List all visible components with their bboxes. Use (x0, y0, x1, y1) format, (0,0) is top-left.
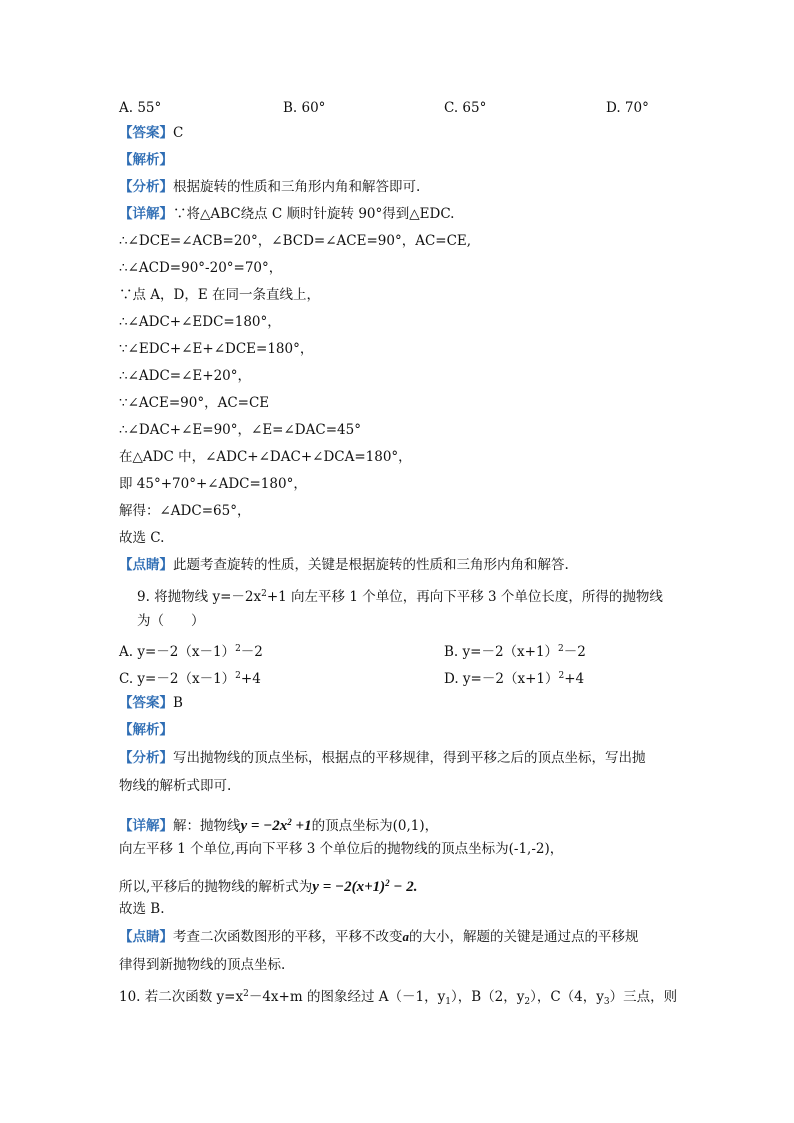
q9-dianjing-line-1 (119, 928, 639, 946)
q10-stem-sub3: 3 (603, 997, 610, 1007)
q10-stem-d: ），C（4，y (530, 989, 604, 1005)
dianjing-text: 此题考查旋转的性质，关键是根据旋转的性质和三角形内角和解答. (173, 557, 569, 573)
vertex-formula-sup: 2 (287, 817, 292, 827)
q10-stem-sub1: 1 (445, 997, 451, 1007)
q10-stem-sup: 2 (243, 989, 249, 999)
result-formula-sup: 2 (385, 878, 390, 888)
q8-detail-line-2: ∴∠ACD=90°-20°=70°， (119, 260, 283, 276)
vertex-formula-a: y = −2x (240, 818, 288, 834)
q10-stem-a: 10. 若二次函数 y=x (119, 989, 244, 1005)
q8-detail-line-10: 即 45°+70°+∠ADC=180°， (119, 476, 307, 492)
q10-stem (119, 985, 677, 1011)
dianjing-text-a: 考查二次函数图形的平移，平移不改变 (173, 929, 403, 945)
q9-option-c-tail: +4 (240, 671, 261, 687)
answer-tag: 【答案】 (119, 125, 173, 141)
fenxi-text: 写出抛物线的顶点坐标，根据点的平移规律，得到平移之后的顶点坐标，写出抛 (173, 750, 646, 766)
q8-detail-line-8: ∴∠DAC+∠E=90°，∠E=∠DAC=45° (119, 422, 361, 438)
vertex-formula-b: +1 (291, 818, 312, 834)
detail-text-a: 解：抛物线 (173, 818, 241, 834)
q9-analysis-heading (119, 721, 173, 739)
answer-tag: 【答案】 (119, 695, 173, 711)
q9-stem-a: 9. 将抛物线 y=－2x (137, 589, 262, 605)
q9-detail-line-1 (119, 813, 438, 835)
q9-option-c-sup: 2 (235, 671, 241, 681)
q8-fenxi (119, 178, 420, 196)
q9-detail-line-2: 向左平移 1 个单位,再向下平移 3 个单位后的抛物线的顶点坐标为(-1,-2)， (119, 841, 564, 857)
fenxi-text: 根据旋转的性质和三角形内角和解答即可. (173, 179, 421, 195)
q9-option-d (444, 667, 584, 688)
detail-text-a: 所以,平移后的抛物线的解析式为 (119, 879, 313, 895)
variable-a: a (402, 929, 409, 944)
q9-option-d-tail: +4 (564, 671, 585, 687)
q9-detail-line-4: 故选 B. (119, 901, 165, 917)
q9-option-c-text: C. y=－2（x－1） (119, 671, 236, 687)
result-formula-b: − 2. (389, 879, 418, 895)
q9-option-a-sup: 2 (235, 644, 241, 654)
q9-option-a-text: A. y=－2（x－1） (119, 644, 236, 660)
q8-dianjing (119, 556, 569, 574)
detail-text-b: 的顶点坐标为(0,1)， (311, 818, 439, 834)
q8-detail-line-11: 解得：∠ADC=65°， (119, 503, 251, 519)
q8-detail-line-7: ∵∠ACE=90°，AC=CE (119, 395, 270, 411)
q8-detail-line-1: ∴∠DCE=∠ACB=20°，∠BCD=∠ACE=90°，AC=CE, (119, 233, 472, 249)
q10-stem-sub2: 2 (524, 997, 531, 1007)
q9-option-a (119, 640, 263, 661)
answer-value: C (173, 125, 184, 141)
q8-option-d: D. 70° (606, 100, 649, 116)
q8-detail-line-0 (119, 205, 454, 223)
q10-stem-c: ），B（2，y (450, 989, 525, 1005)
q9-fenxi-line-2: 物线的解析式即可. (119, 778, 232, 794)
q9-fenxi-line-1 (119, 749, 646, 767)
analysis-tag: 【解析】 (119, 152, 173, 168)
q8-detail-line-6: ∴∠ADC=∠E+20°， (119, 368, 252, 384)
q8-detail-line-9: 在△ADC 中，∠ADC+∠DAC+∠DCA=180°， (119, 449, 412, 465)
q8-option-a: A. 55° (119, 100, 162, 116)
q8-answer (119, 124, 183, 142)
fenxi-tag: 【分析】 (119, 179, 173, 195)
detail-tag: 【详解】 (119, 206, 173, 222)
q10-stem-e: ）三点，则 (609, 989, 678, 1005)
q9-dianjing-line-2: 律得到新抛物线的顶点坐标. (119, 957, 286, 973)
q9-stem-b: +1 向左平移 1 个单位，再向下平移 3 个单位长度，所得的抛物线 (266, 589, 663, 605)
dianjing-tag: 【点睛】 (119, 929, 173, 945)
q8-detail-line-3: ∵点 A，D，E 在同一条直线上， (119, 287, 321, 303)
q8-detail-line-5: ∵∠EDC+∠E+∠DCE=180°， (119, 341, 314, 357)
q10-stem-b: －4x+m 的图象经过 A（－1，y (248, 989, 446, 1005)
detail-text: ∵将△ABC绕点 C 顺时针旋转 90°得到△EDC. (173, 206, 455, 222)
q9-option-d-sup: 2 (558, 671, 565, 681)
q9-stem-line-1 (137, 585, 663, 606)
q9-stem-line-2: 为（ ） (137, 613, 205, 629)
q9-option-d-text: D. y=－2（x+1） (444, 671, 559, 687)
q8-analysis-heading (119, 151, 173, 169)
q8-detail-line-12: 故选 C. (119, 530, 165, 546)
dianjing-tag: 【点睛】 (119, 557, 173, 573)
vertex-formula (241, 818, 312, 834)
analysis-tag: 【解析】 (119, 722, 173, 738)
q9-detail-line-3 (119, 874, 417, 896)
q9-option-b-text: B. y=－2（x+1） (444, 644, 559, 660)
fenxi-tag: 【分析】 (119, 750, 173, 766)
q9-stem-sup: 2 (261, 589, 267, 599)
q9-option-a-tail: －2 (240, 644, 263, 660)
result-formula (312, 879, 417, 895)
q9-option-b-sup: 2 (558, 644, 564, 654)
result-formula-a: y = −2(x+1) (312, 879, 386, 895)
q9-option-b-tail: －2 (563, 644, 586, 660)
q9-option-b (444, 640, 586, 661)
q9-answer (119, 694, 183, 712)
q9-option-c (119, 667, 261, 688)
q8-option-c: C. 65° (444, 100, 487, 116)
answer-value: B (173, 695, 183, 711)
q8-option-b: B. 60° (283, 100, 326, 116)
detail-tag: 【详解】 (119, 818, 173, 834)
dianjing-text-b: 的大小，解题的关键是通过点的平移规 (409, 929, 639, 945)
q8-detail-line-4: ∴∠ADC+∠EDC=180°， (119, 314, 281, 330)
